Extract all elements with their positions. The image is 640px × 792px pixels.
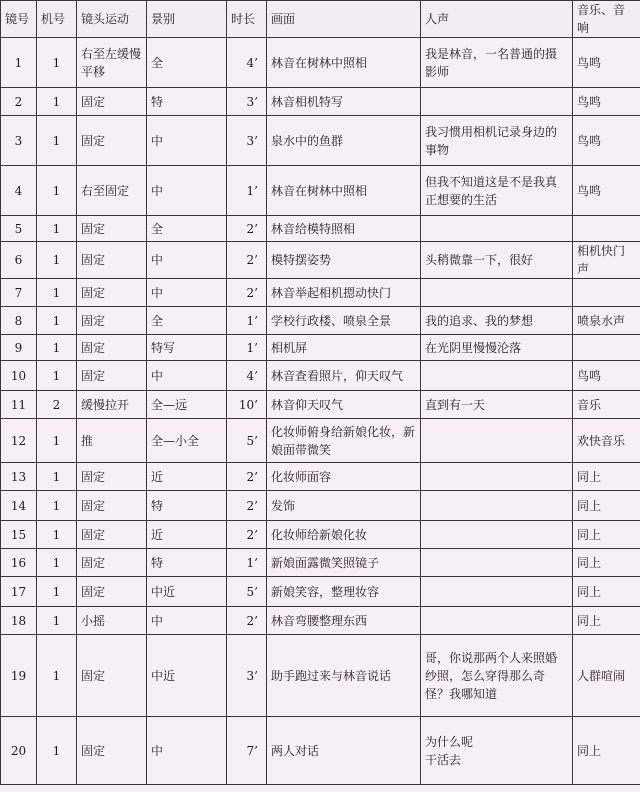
row-shot-number: 5: [1, 216, 37, 242]
row-picture: 林音在树林中照相: [267, 166, 421, 216]
table-row: [1, 335, 640, 361]
row-camera-number: 1: [37, 279, 77, 307]
row-duration: 3’: [227, 116, 267, 166]
row-duration: 2’: [227, 242, 267, 279]
row-voice: 在光阴里慢慢沦落: [421, 335, 573, 361]
table-row: [1, 391, 640, 419]
row-scale: 中近: [147, 635, 227, 717]
row-sound: 鸟鸣: [573, 166, 640, 216]
row-movement: 固定: [77, 216, 147, 242]
row-movement: 固定: [77, 335, 147, 361]
row-movement: 固定: [77, 717, 147, 785]
row-movement: 右至固定: [77, 166, 147, 216]
row-voice: [421, 521, 573, 549]
table-row: [1, 717, 640, 785]
row-shot-number: 18: [1, 607, 37, 635]
row-shot-number: 12: [1, 419, 37, 463]
row-duration: 1’: [227, 307, 267, 335]
row-scale: 中: [147, 166, 227, 216]
row-picture: 新娘笑容，整理妆容: [267, 577, 421, 607]
row-shot-number: 20: [1, 717, 37, 785]
row-shot-number: 10: [1, 361, 37, 391]
table-row: [1, 116, 640, 166]
row-voice: [421, 279, 573, 307]
table-row: [1, 361, 640, 391]
row-scale: 特: [147, 549, 227, 577]
row-camera-number: 1: [37, 419, 77, 463]
row-camera-number: 1: [37, 577, 77, 607]
table-row: [1, 88, 640, 116]
row-movement: 固定: [77, 88, 147, 116]
row-picture: 林音给模特照相: [267, 216, 421, 242]
row-sound: 同上: [573, 491, 640, 521]
row-movement: 固定: [77, 361, 147, 391]
header-camera: 机号: [37, 1, 77, 38]
table-row: [1, 307, 640, 335]
table-row: [1, 242, 640, 279]
row-voice: 为什么呢 干活去: [421, 717, 573, 785]
row-duration: 1’: [227, 549, 267, 577]
row-shot-number: 3: [1, 116, 37, 166]
row-movement: 固定: [77, 635, 147, 717]
row-shot-number: 13: [1, 463, 37, 491]
row-camera-number: 1: [37, 549, 77, 577]
row-scale: 全—远: [147, 391, 227, 419]
row-sound: 同上: [573, 463, 640, 491]
row-duration: 2’: [227, 216, 267, 242]
row-sound: 鸟鸣: [573, 38, 640, 88]
row-duration: 7’: [227, 717, 267, 785]
row-movement: 固定: [77, 491, 147, 521]
row-voice: [421, 419, 573, 463]
row-voice: [421, 463, 573, 491]
row-sound: 相机快门声: [573, 242, 640, 279]
row-sound: [573, 279, 640, 307]
row-voice: 直到有一天: [421, 391, 573, 419]
row-picture: 新娘面露微笑照镜子: [267, 549, 421, 577]
row-duration: 1’: [227, 335, 267, 361]
row-picture: 化妆师面容: [267, 463, 421, 491]
row-duration: 1’: [227, 166, 267, 216]
row-sound: 人群喧闹: [573, 635, 640, 717]
row-scale: 特写: [147, 335, 227, 361]
table-row: [1, 166, 640, 216]
row-duration: 2’: [227, 463, 267, 491]
row-picture: 林音查看照片，仰天叹气: [267, 361, 421, 391]
row-camera-number: 1: [37, 717, 77, 785]
row-picture: 林音相机特写: [267, 88, 421, 116]
row-sound: 鸟鸣: [573, 361, 640, 391]
row-shot-number: 16: [1, 549, 37, 577]
table-row: [1, 463, 640, 491]
row-shot-number: 15: [1, 521, 37, 549]
row-camera-number: 1: [37, 116, 77, 166]
row-movement: 固定: [77, 116, 147, 166]
row-camera-number: 1: [37, 307, 77, 335]
row-sound: 同上: [573, 549, 640, 577]
row-duration: 4’: [227, 361, 267, 391]
header-picture: 画面: [267, 1, 421, 38]
row-voice: 我的追求、我的梦想: [421, 307, 573, 335]
row-movement: 固定: [77, 549, 147, 577]
row-voice: [421, 216, 573, 242]
row-camera-number: 1: [37, 463, 77, 491]
row-duration: 4’: [227, 38, 267, 88]
row-sound: 同上: [573, 577, 640, 607]
row-camera-number: 1: [37, 242, 77, 279]
row-scale: 特: [147, 491, 227, 521]
row-shot-number: 4: [1, 166, 37, 216]
table-row: [1, 577, 640, 607]
row-movement: 固定: [77, 279, 147, 307]
row-scale: 近: [147, 521, 227, 549]
row-shot-number: 6: [1, 242, 37, 279]
row-picture: 林音弯腰整理东西: [267, 607, 421, 635]
row-voice: [421, 491, 573, 521]
row-sound: 音乐: [573, 391, 640, 419]
row-picture: 泉水中的鱼群: [267, 116, 421, 166]
row-sound: 喷泉水声: [573, 307, 640, 335]
row-shot-number: 8: [1, 307, 37, 335]
row-duration: 2’: [227, 279, 267, 307]
row-scale: 全: [147, 307, 227, 335]
row-scale: 中: [147, 607, 227, 635]
row-picture: 化妆师给新娘化妆: [267, 521, 421, 549]
row-camera-number: 1: [37, 635, 77, 717]
row-scale: 中: [147, 361, 227, 391]
row-shot-number: 14: [1, 491, 37, 521]
table-row: [1, 607, 640, 635]
row-scale: 中: [147, 279, 227, 307]
row-duration: 3’: [227, 635, 267, 717]
table-row: [1, 635, 640, 717]
row-scale: 全—小全: [147, 419, 227, 463]
row-movement: 小摇: [77, 607, 147, 635]
row-shot-number: 17: [1, 577, 37, 607]
row-duration: 2’: [227, 521, 267, 549]
table-row: [1, 491, 640, 521]
row-duration: 5’: [227, 577, 267, 607]
row-picture: 发饰: [267, 491, 421, 521]
header-scale: 景别: [147, 1, 227, 38]
row-picture: 林音在树林中照相: [267, 38, 421, 88]
row-picture: 林音举起相机摁动快门: [267, 279, 421, 307]
row-voice: 头稍微靠一下，很好: [421, 242, 573, 279]
row-scale: 全: [147, 38, 227, 88]
row-voice: 我是林音，一名普通的摄影师: [421, 38, 573, 88]
row-sound: 同上: [573, 521, 640, 549]
table-row: [1, 216, 640, 242]
row-camera-number: 1: [37, 216, 77, 242]
row-voice: [421, 361, 573, 391]
header-movement: 镜头运动: [77, 1, 147, 38]
row-duration: 2’: [227, 491, 267, 521]
row-scale: 特: [147, 88, 227, 116]
row-movement: 右至左缓慢平移: [77, 38, 147, 88]
row-sound: 同上: [573, 717, 640, 785]
header-row: [1, 1, 640, 38]
row-scale: 中近: [147, 577, 227, 607]
row-movement: 固定: [77, 521, 147, 549]
row-sound: 鸟鸣: [573, 116, 640, 166]
row-movement: 固定: [77, 463, 147, 491]
row-voice: 我习惯用相机记录身边的事物: [421, 116, 573, 166]
row-camera-number: 2: [37, 391, 77, 419]
row-voice: 但我不知道这是不是我真正想要的生活: [421, 166, 573, 216]
row-camera-number: 1: [37, 521, 77, 549]
row-scale: 中: [147, 717, 227, 785]
header-duration: 时长: [227, 1, 267, 38]
table-row: [1, 38, 640, 88]
row-scale: 中: [147, 242, 227, 279]
row-sound: 同上: [573, 607, 640, 635]
table-row: [1, 279, 640, 307]
row-sound: 欢快音乐: [573, 419, 640, 463]
row-sound: 鸟鸣: [573, 88, 640, 116]
row-voice: [421, 88, 573, 116]
row-voice: [421, 577, 573, 607]
row-picture: 相机屏: [267, 335, 421, 361]
header-voice: 人声: [421, 1, 573, 38]
row-picture: 学校行政楼、喷泉全景: [267, 307, 421, 335]
row-scale: 近: [147, 463, 227, 491]
row-shot-number: 1: [1, 38, 37, 88]
table-row: [1, 419, 640, 463]
row-movement: 固定: [77, 307, 147, 335]
row-duration: 5’: [227, 419, 267, 463]
row-camera-number: 1: [37, 335, 77, 361]
row-voice: [421, 549, 573, 577]
table-row: [1, 521, 640, 549]
row-shot-number: 9: [1, 335, 37, 361]
row-scale: 全: [147, 216, 227, 242]
row-picture: 林音仰天叹气: [267, 391, 421, 419]
row-movement: 固定: [77, 577, 147, 607]
row-camera-number: 1: [37, 607, 77, 635]
row-voice: [421, 607, 573, 635]
row-shot-number: 2: [1, 88, 37, 116]
row-camera-number: 1: [37, 491, 77, 521]
row-voice: 哥，你说那两个人来照婚纱照，怎么穿得那么奇怪？我哪知道: [421, 635, 573, 717]
row-shot-number: 7: [1, 279, 37, 307]
row-picture: 化妆师俯身给新娘化妆，新娘面带微笑: [267, 419, 421, 463]
row-camera-number: 1: [37, 38, 77, 88]
row-duration: 3’: [227, 88, 267, 116]
row-camera-number: 1: [37, 166, 77, 216]
row-sound: [573, 216, 640, 242]
row-duration: 2’: [227, 607, 267, 635]
row-movement: 缓慢拉开: [77, 391, 147, 419]
table-body: [1, 38, 640, 785]
row-picture: 两人对话: [267, 717, 421, 785]
row-camera-number: 1: [37, 361, 77, 391]
row-picture: 模特摆姿势: [267, 242, 421, 279]
row-shot-number: 11: [1, 391, 37, 419]
table-row: [1, 549, 640, 577]
row-shot-number: 19: [1, 635, 37, 717]
row-movement: 推: [77, 419, 147, 463]
row-scale: 中: [147, 116, 227, 166]
row-camera-number: 1: [37, 88, 77, 116]
row-duration: 10’: [227, 391, 267, 419]
header-shot: 镜号: [1, 1, 37, 38]
row-picture: 助手跑过来与林音说话: [267, 635, 421, 717]
row-movement: 固定: [77, 242, 147, 279]
row-sound: [573, 335, 640, 361]
header-sound: 音乐、音响: [573, 1, 640, 38]
